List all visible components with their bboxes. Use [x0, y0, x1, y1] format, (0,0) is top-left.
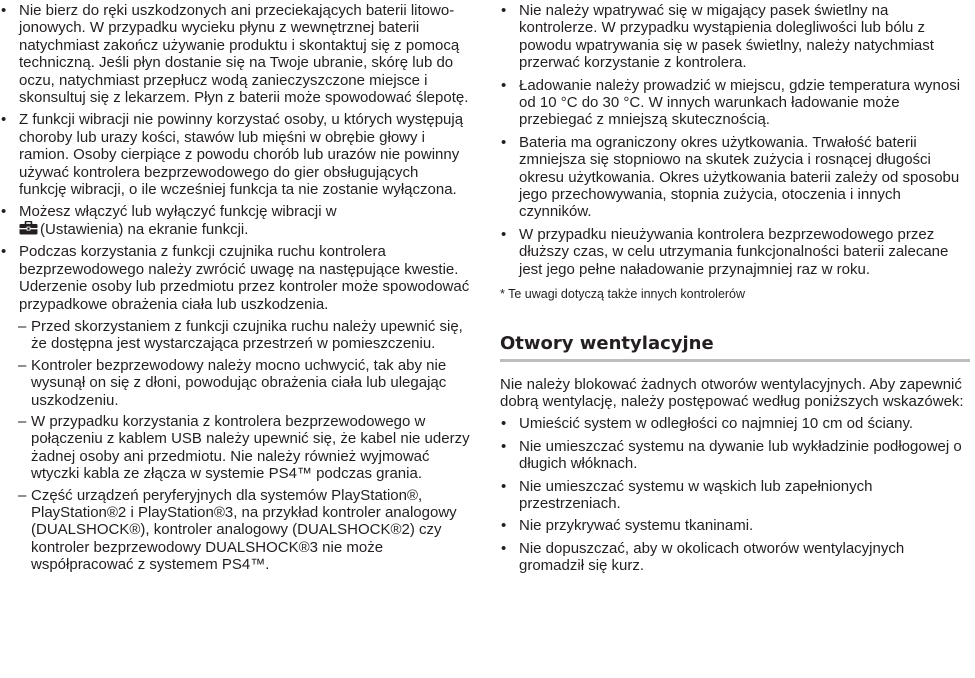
list-item — [500, 226, 970, 278]
motion-sensor-warning: Podczas korzystania z funkcji czujnika ruchu kontrolera bezprzewodowego należy zwrócić uwagę na następujące kwestie. Uderzenie osoby lub przedmiotu przez kontroler może spowodować przypadkowe obrażenia ciała lub uszkodzenia. — [19, 243, 470, 313]
long-storage-text: W przypadku nieużywania kontrolera bezprzewodowego przez dłuższy czas, w celu utrzymania funkcjonalności baterii zalecane jest jego pełne naładowanie przynajmniej raz w roku. — [519, 225, 949, 278]
sub-list-item — [0, 318, 470, 353]
list-item — [500, 540, 970, 575]
list-item — [500, 438, 970, 473]
vibration-toggle-text-before: Możesz włączyć lub wyłączyć funkcję wibracji w — [19, 203, 337, 221]
peripheral-compat-text: Część urządzeń peryferyjnych dla systemów PlayStation®, PlayStation®2 i PlayStation®3, na przykład kontroler analogowy (DUALSHOCK®), kontroler analogowy (DUALSHOCK®2) czy kontroler bezprzewodowy DUALSHOCK®3 nie może współpracować z systemem PS4™. — [31, 486, 457, 574]
toolbox-icon — [19, 221, 38, 235]
list-item — [500, 134, 970, 221]
ventilation-tip: Umieścić system w odległości co najmniej 10 cm od ściany. — [519, 415, 914, 433]
battery-leak-warning: Nie bierz do ręki uszkodzonych ani przeciekających baterii litowo-jonowych. W przypadku wycieku płynu z wewnętrznej baterii natychmiast zakończ używanie produktu i skontaktuj się z pomocą techniczną. Jeśli płyn dostanie się na Twoje ubranie, skórę lub do oczu, natychmiast przepłucz wodą zanieczyszczone miejsce i skonsultuj się z lekarzem. Płyn z baterii może spowodować ślepotę. — [19, 2, 469, 107]
list-item — [500, 2, 970, 72]
ventilation-tip: Nie przykrywać systemu tkaninami. — [519, 517, 754, 535]
list-item — [500, 415, 970, 432]
list-item — [0, 203, 470, 238]
right-column — [500, 2, 970, 580]
list-item — [500, 478, 970, 513]
list-item — [0, 2, 470, 106]
charging-temperature-text: Ładowanie należy prowadzić w miejscu, gdzie temperatura wynosi od 10 °C do 30 °C. W innych warunkach ładowanie może przebiegać z mniejszą skutecznością. — [519, 76, 961, 129]
vibration-health-warning: Z funkcji wibracji nie powinny korzystać osoby, u których występują choroby lub urazy kości, stawów lub mięśni w obrębie głowy i ramion. Osoby cierpiące z powodu chorób lub urazów nie powinny używać kontrolera bezprzewodowego do gier obsługujących funkcję wibracji, o ile wcześniej funkcja ta nie zostanie wyłączona. — [19, 111, 464, 199]
sub-list-item — [0, 357, 470, 409]
list-item — [0, 243, 470, 313]
sub-list-item — [0, 487, 470, 574]
sub-list-item — [0, 413, 470, 483]
vibration-toggle-text-after: (Ustawienia) na ekranie funkcji. — [40, 220, 249, 238]
section-heading: Otwory wentylacyjne — [500, 333, 970, 362]
light-bar-warning: Nie należy wpatrywać się w migający pasek świetlny na kontrolerze. W przypadku wystąpienia dolegliwości lub bólu z powodu wpatrywania się w pasek świetlny, należy natychmiast przerwać korzystanie z kontrolera. — [519, 2, 934, 72]
list-item — [500, 77, 970, 129]
ventilation-intro: Nie należy blokować żadnych otworów wentylacyjnych. Aby zapewnić dobrą wentylację, należy postępować według poniższych wskazówek: — [500, 375, 964, 410]
left-column — [0, 2, 470, 578]
list-item — [500, 517, 970, 534]
ventilation-tip: Nie dopuszczać, aby w okolicach otworów wentylacyjnych gromadził się kurz. — [519, 539, 905, 575]
ventilation-tip: Nie umieszczać systemu w wąskich lub zapełnionych przestrzeniach. — [519, 477, 873, 512]
battery-lifespan-text: Bateria ma ograniczony okres użytkowania. Trwałość baterii zmniejsza się stopniowo na skutek zużycia i rosnącej długości okresu użytkowania. Okres użytkowania baterii zależy od sposobu jego przechowywania, stopnia zużycia, otoczenia i innych czynników. — [519, 133, 960, 221]
space-check-text: Przed skorzystaniem z funkcji czujnika ruchu należy upewnić się, że dostępna jest wystarczająca przestrzeń w pomieszczeniu. — [31, 317, 463, 353]
usb-cable-text: W przypadku korzystania z kontrolera bezprzewodowego w połączeniu z kablem USB należy upewnić się, że kabel nie uderzy żadnej osoby ani przedmiotu. Nie należy również wyjmować wtyczki kabla ze złącza w systemie PS4™ podczas grania. — [31, 412, 470, 483]
list-item — [0, 111, 470, 198]
grip-text: Kontroler bezprzewodowy należy mocno uchwycić, tak aby nie wysunął on się z dłoni, powodując obrażenia ciała lub ulegając uszkodzeniu. — [31, 356, 447, 409]
footnote: * Te uwagi dotyczą także innych kontrolerów — [500, 287, 746, 302]
ventilation-tip: Nie umieszczać systemu na dywanie lub wykładzinie podłogowej o długich włóknach. — [519, 437, 962, 473]
